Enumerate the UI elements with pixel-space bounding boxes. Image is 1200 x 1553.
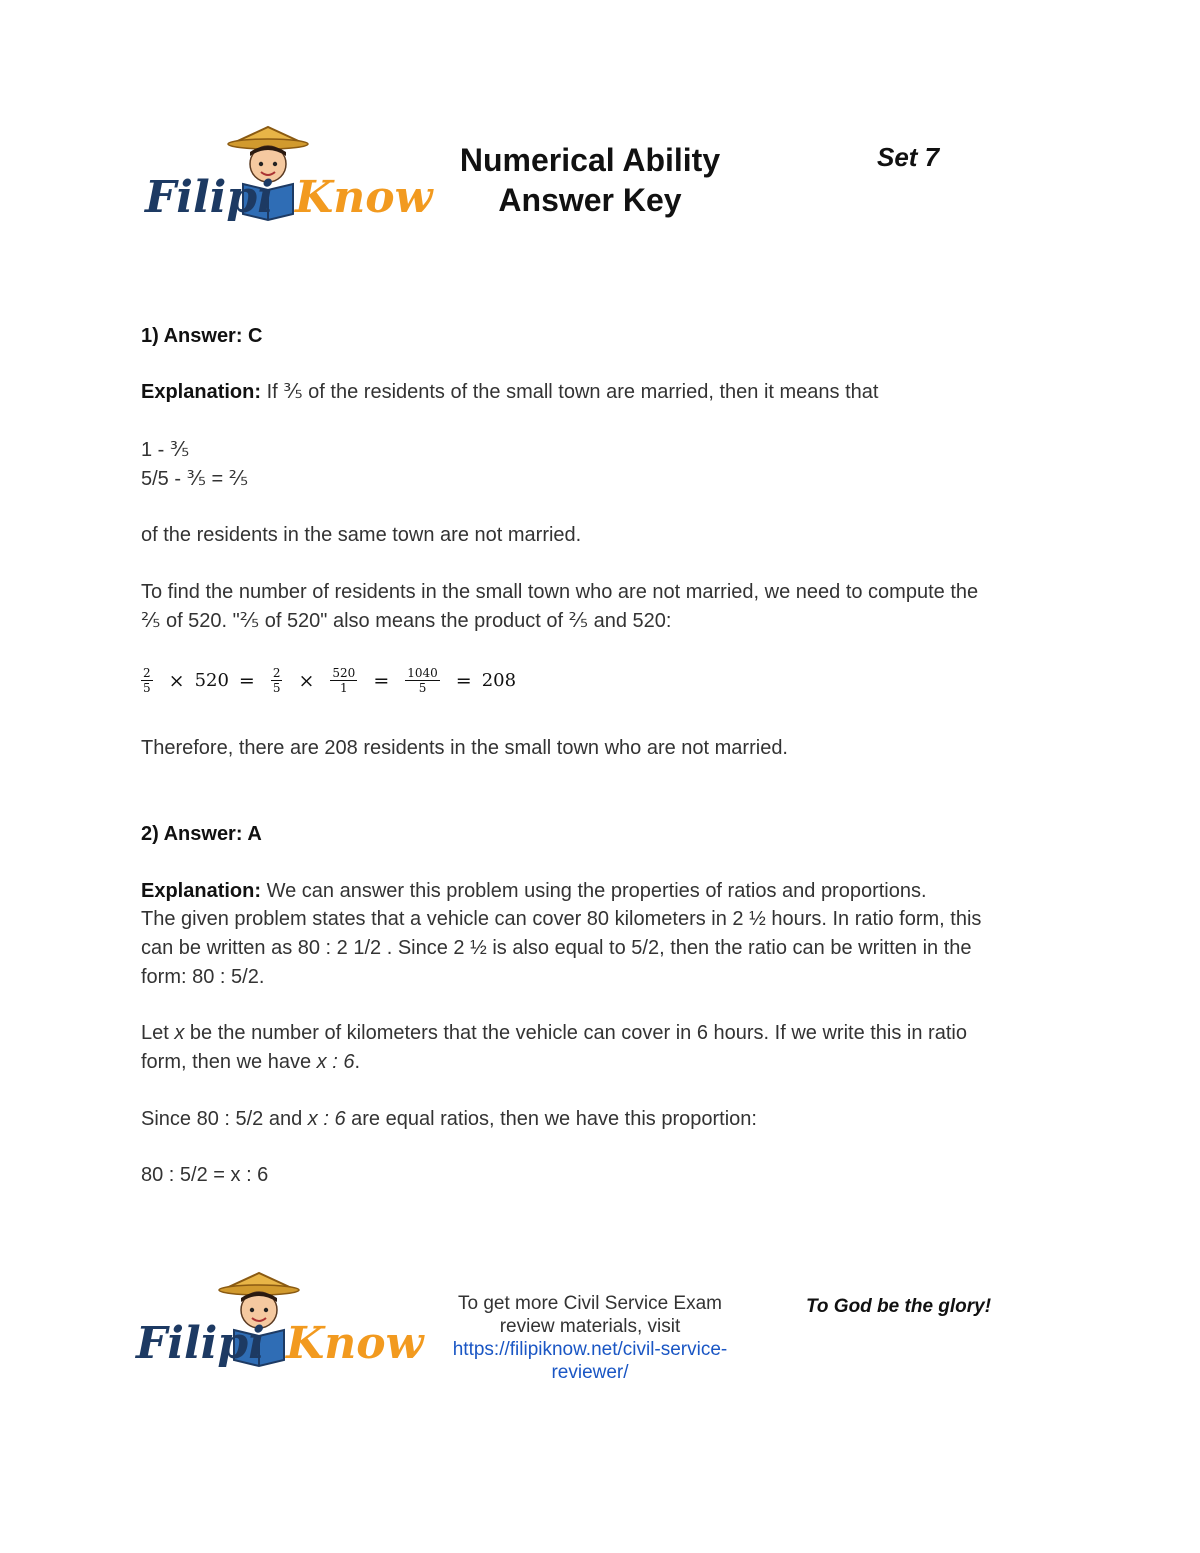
- q2-explanation-label: Explanation:: [141, 880, 262, 902]
- title-line-2: Answer Key: [498, 182, 682, 218]
- q1-conclusion: Therefore, there are 208 residents in the small town who are not married.: [141, 737, 788, 759]
- q2-line-1: The given problem states that a vehicle can cover 80 kilometers in 2 ½ hours. In ratio form, this: [141, 908, 982, 930]
- filipiknow-logo: [143, 122, 433, 224]
- reviewer-link[interactable]: https://filipiknow.net/civil-service- reviewer/: [452, 1339, 728, 1383]
- footer-filipiknow-logo: [134, 1268, 424, 1370]
- title-line-1: Numerical Ability: [459, 142, 721, 178]
- footer-brand-right-text: Know: [286, 1318, 424, 1369]
- q2-proportion: 80 : 5/2 = x : 6: [141, 1164, 269, 1186]
- q1-explanation-label: Explanation:: [141, 381, 262, 403]
- q1-line-a: 1 - ⅗: [141, 439, 190, 461]
- fraction-2-5: $\frac{2}{5}$: [143, 666, 151, 695]
- q1-equation: [141, 666, 516, 695]
- times-sign: ×: [168, 669, 185, 692]
- result-208: 208: [481, 670, 517, 691]
- q1-line-c: of the residents in the same town are not married.: [141, 524, 582, 546]
- page-title: [430, 140, 750, 220]
- times-sign: ×: [298, 669, 315, 692]
- footer-promo: [430, 1292, 750, 1384]
- fraction-1040-5: $\frac{1040}{5}$: [407, 666, 438, 695]
- footer-glory: To God be the glory!: [806, 1296, 992, 1317]
- q1-explanation: [141, 378, 1101, 407]
- q1-explanation-text: If ⅗ of the residents of the small town are married, then it means that: [261, 381, 879, 403]
- q1-para-2: ⅖ of 520. "⅖ of 520" also means the product of ⅖ and 520:: [141, 610, 672, 632]
- footer-line-1: To get more Civil Service Exam: [458, 1293, 722, 1314]
- fraction-2-5-b: $\frac{2}{5}$: [272, 666, 281, 695]
- q2-line-6: Since 80 : 5/2 and x : 6 are equal ratios, then we have this proportion:: [141, 1108, 757, 1130]
- q2-line-2: can be written as 80 : 2 1/2 . Since 2 ½ is also equal to 5/2, then the ratio can be written in the: [141, 937, 972, 959]
- footer-line-2: review materials, visit: [499, 1316, 681, 1337]
- q2-heading: 2) Answer: A: [141, 823, 262, 845]
- brand-right-text: Know: [295, 172, 433, 223]
- q1-line-b: 5/5 - ⅗ = ⅖: [141, 468, 249, 490]
- q2-line-5: form, then we have x : 6.: [141, 1051, 361, 1073]
- footer-brand-left-text: Filipi: [136, 1318, 265, 1369]
- fraction-520-1: $\frac{520}{1}$: [332, 666, 356, 695]
- set-label: Set 7: [877, 142, 940, 172]
- q1-para-1: To find the number of residents in the small town who are not married, we need to compute the: [141, 581, 979, 603]
- equals-sign: =: [373, 669, 390, 692]
- q2-line-4: Let x be the number of kilometers that the vehicle can cover in 6 hours. If we write this in ratio: [141, 1022, 967, 1044]
- brand-left-text: Filipi: [145, 172, 274, 223]
- value-520: 520: [194, 670, 229, 691]
- equals-sign: =: [455, 669, 472, 692]
- q1-heading: 1) Answer: C: [141, 325, 263, 347]
- q2-explanation: [141, 877, 1121, 906]
- equals-sign: =: [238, 669, 255, 692]
- q2-line-3: form: 80 : 5/2.: [141, 966, 265, 988]
- q2-explanation-text: We can answer this problem using the properties of ratios and proportions.: [261, 880, 927, 902]
